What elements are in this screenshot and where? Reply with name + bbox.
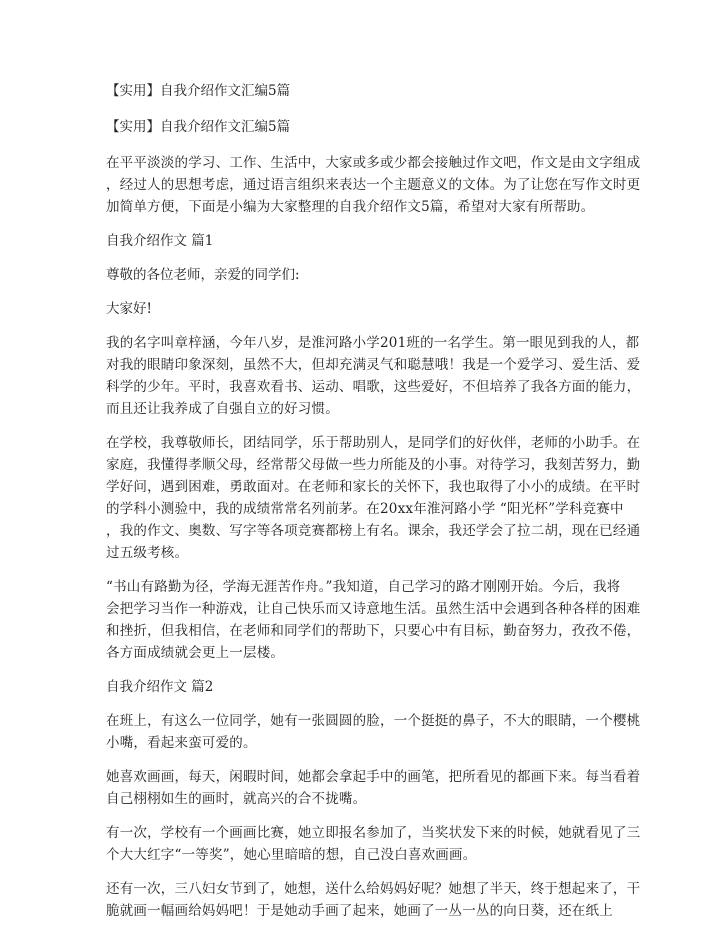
text-line: 和挫折，但我相信，在老师和同学们的帮助下，只要心中有目标，勤奋努力，孜孜不倦， [106,623,641,639]
text-line: 对我的眼睛印象深刻，虽然不大，但却充满灵气和聪慧哦！我是一个爱学习、爱生活、爱 [106,357,641,373]
text-line: 的学科小测验中，我的成绩常常名列前茅。在20xx年淮河路小学 “阳光杯”学科竞赛中 [106,501,624,517]
section-1-paragraph-2 [106,432,641,564]
section-2-paragraph-4 [106,878,641,922]
document-title: 【实用】自我介绍作文汇编5篇 [106,83,291,99]
document-subtitle: 【实用】自我介绍作文汇编5篇 [106,119,291,135]
text-line: 小嘴，看起来蛮可爱的。 [106,735,257,751]
text-line: 而且还让我养成了自强自立的好习惯。 [106,401,339,417]
text-line: 自己栩栩如生的画时，就高兴的合不拢嘴。 [106,791,367,807]
text-line: 个大大红字“一等奖”，她心里暗暗的想，自己没白喜欢画画。 [106,847,477,863]
text-line: 在班上，有这么一位同学，她有一张圆圆的脸，一个挺挺的鼻子，不大的眼睛，一个樱桃 [106,713,641,729]
section-1-hello: 大家好! [106,301,152,317]
text-line: 在学校，我尊敬师长，团结同学，乐于帮助别人，是同学们的好伙伴，老师的小助手。在 [106,435,641,451]
section-1-greeting: 尊敬的各位老师，亲爱的同学们: [106,267,300,283]
section-2-heading: 自我介绍作文 篇2 [106,679,214,695]
text-line: 脆就画一幅画给妈妈吧！于是她动手画了起来，她画了一丛一丛的向日葵，还在纸上 [106,903,613,919]
text-line: 过五级考核。 [106,545,189,561]
text-line: “书山有路勤为径，学海无涯苦作舟。”我知道，自己学习的路才刚刚开始。今后，我将 [106,579,621,595]
text-line: 科学的少年。平时，我喜欢看书、运动、唱歌，这些爱好，不但培养了我各方面的能力， [106,379,641,395]
text-line: ，经过人的思想考虑，通过语言组织来表达一个主题意义的文体。为了让您在写作文时更 [106,177,641,193]
text-line: 家庭，我懂得孝顺父母，经常帮父母做一些力所能及的小事。对待学习，我刻苦努力，勤 [106,457,641,473]
text-line: 还有一次，三八妇女节到了，她想，送什么给妈妈好呢？她想了半天，终于想起来了，干 [106,881,641,897]
text-line: 我的名字叫章梓涵，今年八岁，是淮河路小学201班的一名学生。第一眼见到我的人，都 [106,335,640,351]
text-line: 有一次，学校有一个画画比赛，她立即报名参加了，当奖状发下来的时候，她就看见了三 [106,825,641,841]
text-line: 加简单方便，下面是小编为大家整理的自我介绍作文5篇，希望对大家有所帮助。 [106,199,595,215]
section-1-paragraph-1 [106,332,641,420]
text-line: 在平平淡淡的学习、工作、生活中，大家或多或少都会接触过作文吧，作文是由文字组成 [106,155,641,171]
intro-paragraph [106,152,641,218]
text-line: 会把学习当作一种游戏，让自己快乐而又诗意地生活。虽然生活中会遇到各种各样的困难 [106,601,641,617]
text-line: 学好问，遇到困难，勇敢面对。在老师和家长的关怀下，我也取得了小小的成绩。在平时 [106,479,641,495]
section-2-paragraph-3 [106,822,641,866]
section-1-heading: 自我介绍作文 篇1 [106,233,214,249]
document-page [106,80,641,934]
text-line: 各方面成绩就会更上一层楼。 [106,645,285,661]
section-1-paragraph-3 [106,576,641,664]
text-line: 她喜欢画画，每天，闲暇时间，她都会拿起手中的画笔，把所看见的都画下来。每当看着 [106,769,641,785]
section-2-paragraph-2 [106,766,641,810]
text-line: ，我的作文、奥数、写字等各项竞赛都榜上有名。课余，我还学会了拉二胡，现在已经通 [106,523,641,539]
section-2-paragraph-1 [106,710,641,754]
